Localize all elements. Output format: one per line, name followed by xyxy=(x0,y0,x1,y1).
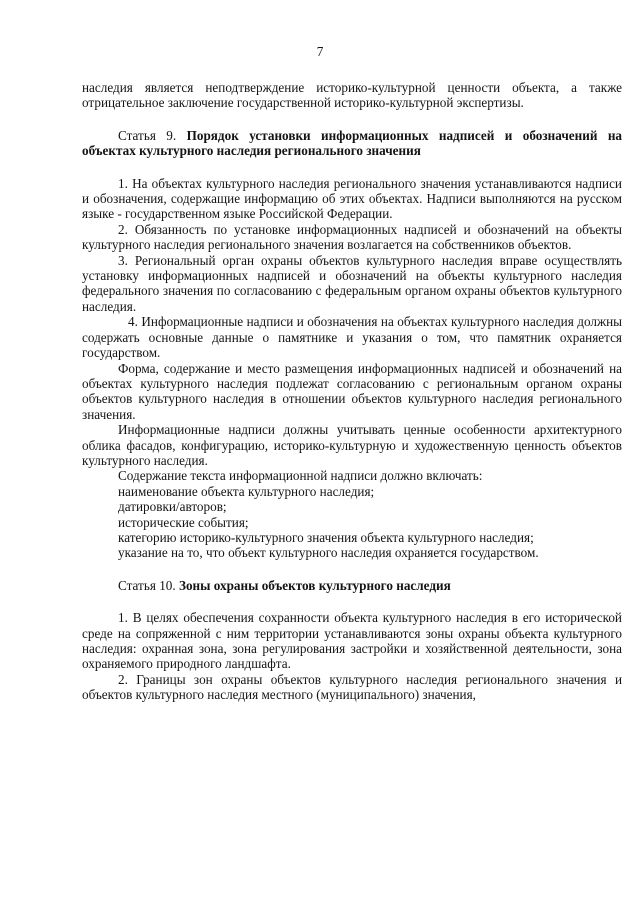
article-9-title: Порядок установки информационных надписей и обозначений на объектах культурного наследия регионального значения xyxy=(82,127,623,159)
article-9-paragraph-1: 1. На объектах культурного наследия регионального значения устанавливаются надписи и обозначения, содержащие информацию об этих объектах. Надписи выполняются на русском языке - государственном языке Российской Федерации. xyxy=(82,175,622,222)
article-10-paragraph-2: 2. Границы зон охраны объектов культурного наследия регионального значения и объектов культурного наследия местного (муниципального) значения, xyxy=(82,671,622,703)
list-item: исторические события; xyxy=(118,514,249,530)
article-9-heading xyxy=(82,128,622,159)
article-10-paragraph-1: 1. В целях обеспечения сохранности объекта культурного наследия в его исторической среде на сопряженной с ним территории устанавливаются зоны охраны объекта культурного наследия: охранная зона, зона регулирования застройки и хозяйственной деятельности, зона охраняемого природного ландшафта. xyxy=(82,610,622,672)
list-intro: Содержание текста информационной надписи должно включать: xyxy=(118,468,483,484)
intro-paragraph: наследия является неподтверждение историко-культурной ценности объекта, а также отрицательное заключение государственной историко-культурной экспертизы. xyxy=(82,80,622,111)
list-item: датировки/авторов; xyxy=(118,499,227,515)
article-10-prefix: Статья 10. xyxy=(118,577,176,593)
article-9-paragraph-4: 4. Информационные надписи и обозначения на объектах культурного наследия должны содержать основные данные о памятнике и указания о том, что памятник охраняется государством. xyxy=(82,314,622,361)
list-item: категорию историко-культурного значения объекта культурного наследия; xyxy=(118,529,534,545)
article-9-paragraph-form: Форма, содержание и место размещения информационных надписей и обозначений на объектах культурного наследия подлежат согласованию с региональным органом охраны объектов культурного наследия в отношении объектов культурного наследия регионального значения. xyxy=(82,360,622,422)
article-9-paragraph-3: 3. Региональный орган охраны объектов культурного наследия вправе осуществлять установку информационных надписей и обозначений на объекты культурного наследия федерального значения по согласованию с федеральным органом охраны объектов культурного наследия. xyxy=(82,252,622,314)
page-number: 7 xyxy=(316,44,324,59)
article-10-title: Зоны охраны объектов культурного наследия xyxy=(178,577,451,593)
article-9-paragraph-2: 2. Обязанность по установке информационных надписей и обозначений на объекты культурного наследия регионального значения возлагается на собственников объектов. xyxy=(82,221,622,253)
document-body xyxy=(82,80,622,703)
article-10-heading xyxy=(82,578,622,593)
article-9-paragraph-info: Информационные надписи должны учитывать ценные особенности архитектурного облика фасадов, конфигурацию, историко-культурную и художественную ценность объектов культурного наследия. xyxy=(82,422,622,468)
article-9-prefix: Статья 9. xyxy=(118,127,177,143)
list-item: наименование объекта культурного наследия; xyxy=(118,483,375,499)
list-item: указание на то, что объект культурного наследия охраняется государством. xyxy=(118,545,539,561)
